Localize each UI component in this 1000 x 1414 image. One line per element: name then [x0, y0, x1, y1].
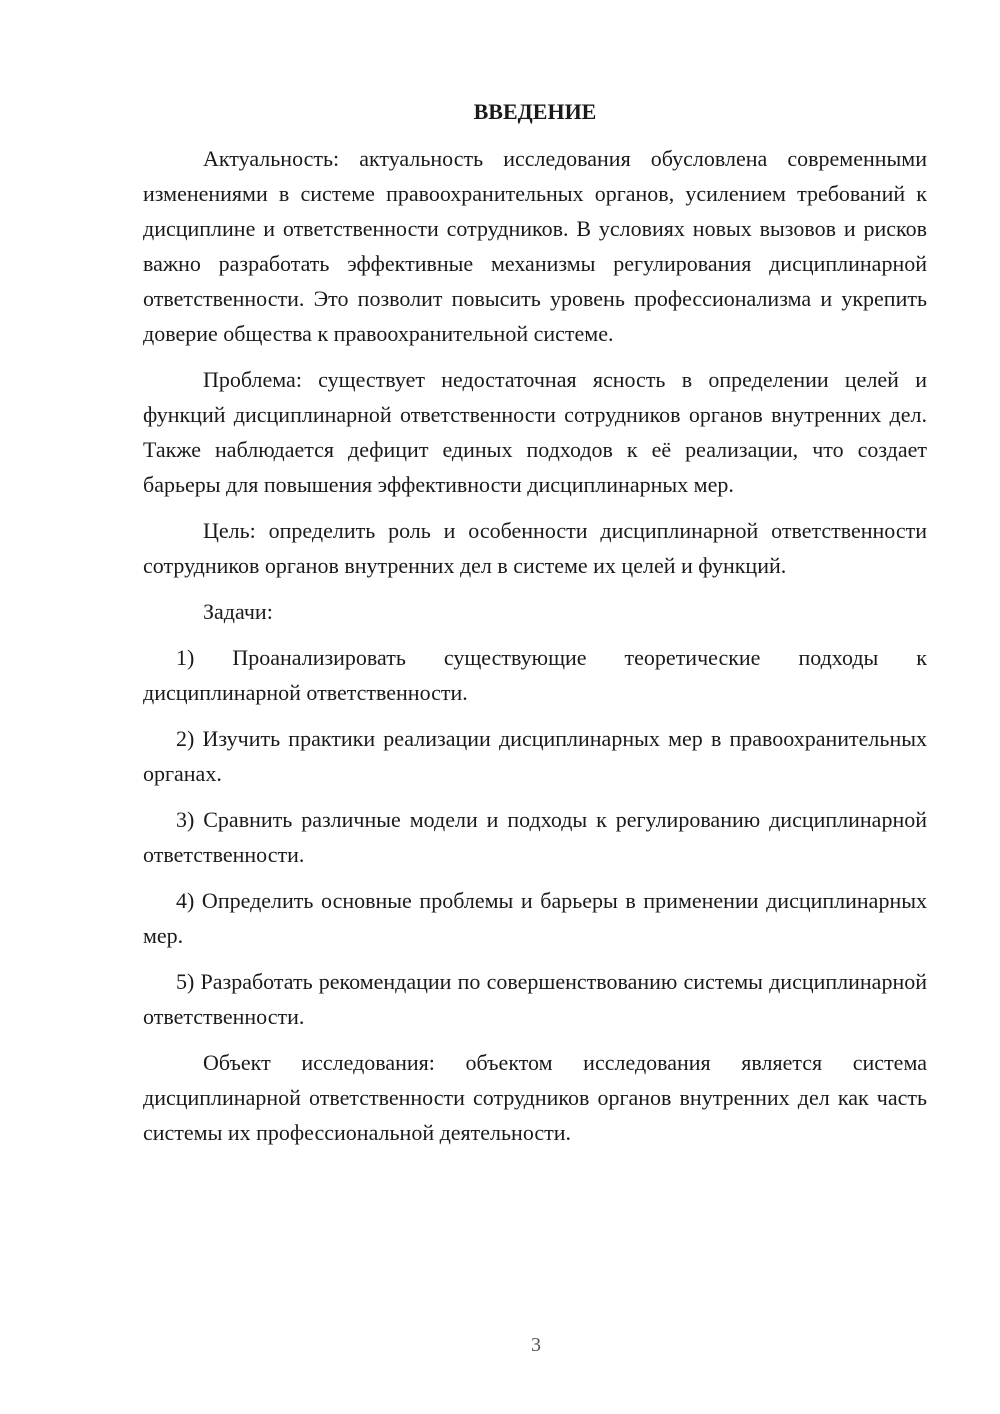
task-item-1: 1) Проанализировать существующие теоретические подходы к дисциплинарной ответственности. — [143, 645, 927, 705]
paragraph-goal: Цель: определить роль и особенности дисциплинарной ответственности сотрудников органов внутренних дел в системе их целей и функций. — [143, 518, 927, 578]
tasks-title: Задачи: — [203, 599, 273, 624]
paragraph-relevance: Актуальность: актуальность исследования обусловлена современными изменениями в системе правоохранительных органов, усилением требований к дисциплине и ответственности сотрудников. В условиях новых вызовов и рисков важно разработать эффективные механизмы регулирования дисциплинарной ответственности. Это позволит повысить уровень профессионализма и укрепить доверие общества к правоохранительной системе. — [143, 146, 927, 346]
paragraph-object: Объект исследования: объектом исследования является система дисциплинарной ответственности сотрудников органов внутренних дел как часть системы их профессиональной деятельности. — [143, 1050, 927, 1145]
page-content — [143, 94, 927, 1161]
section-heading: ВВЕДЕНИЕ — [473, 99, 597, 124]
task-item-5: 5) Разработать рекомендации по совершенствованию системы дисциплинарной ответственности. — [143, 969, 927, 1029]
task-item-4: 4) Определить основные проблемы и барьеры в применении дисциплинарных мер. — [143, 888, 927, 948]
task-item-3: 3) Сравнить различные модели и подходы к регулированию дисциплинарной ответственности. — [143, 807, 927, 867]
paragraph-problem: Проблема: существует недостаточная ясность в определении целей и функций дисциплинарной ответственности сотрудников органов внутренних дел. Также наблюдается дефицит единых подходов к её реализации, что создает барьеры для повышения эффективности дисциплинарных мер. — [143, 367, 927, 497]
page-number: 3 — [531, 1334, 541, 1356]
task-item-2: 2) Изучить практики реализации дисциплинарных мер в правоохранительных органах. — [143, 726, 927, 786]
